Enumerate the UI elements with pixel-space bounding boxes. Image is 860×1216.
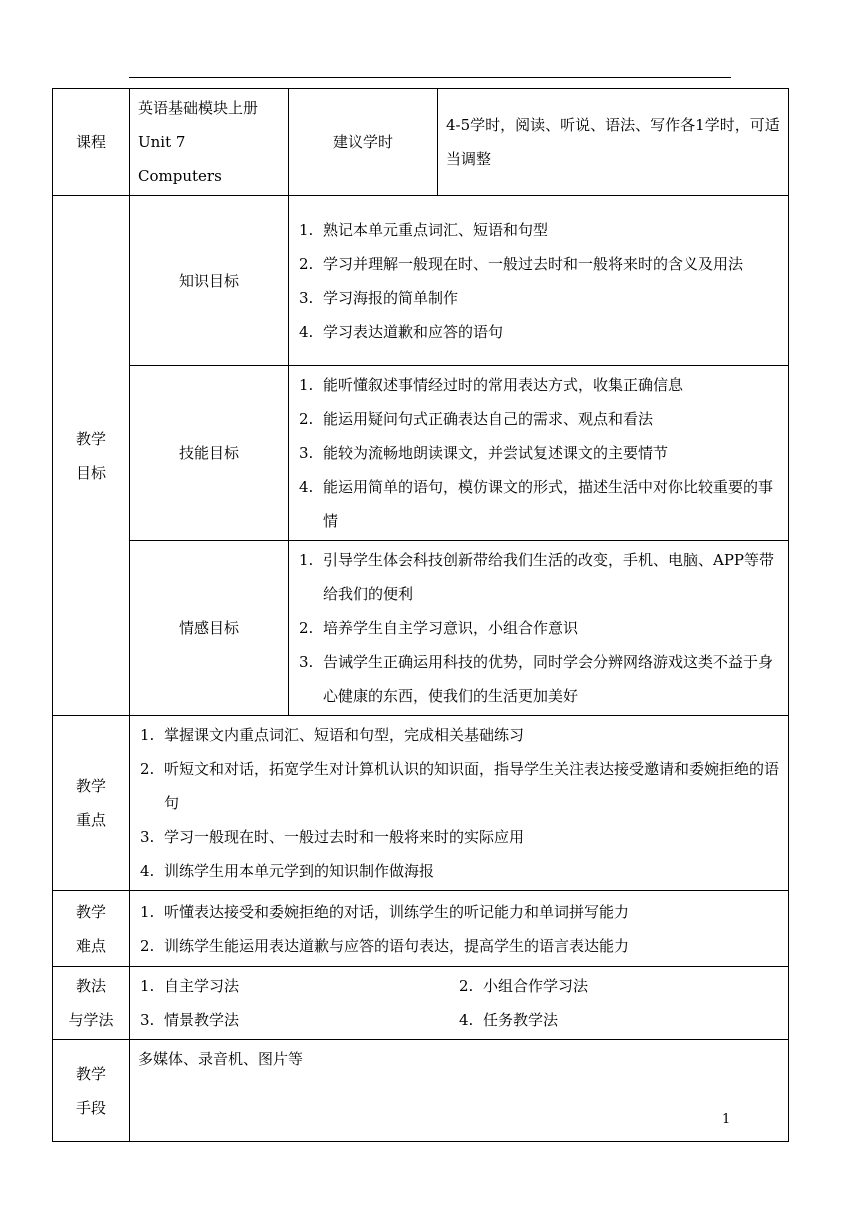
skills-label: 技能目标: [130, 366, 289, 541]
key-points-label: 教学 重点: [53, 716, 130, 891]
hours-value: 4-5学时，阅读、听说、语法、写作各1学时，可适当调整: [438, 89, 789, 196]
list-item: 2. 听短文和对话，拓宽学生对计算机认识的知识面，指导学生关注表达接受邀请和委婉拒绝的语句: [140, 760, 780, 812]
list-item: 2. 培养学生自主学习意识，小组合作意识: [299, 619, 579, 637]
list-item: 3. 能较为流畅地朗读课文，并尝试复述课文的主要情节: [299, 444, 669, 462]
list-item: 1. 掌握课文内重点词汇、短语和句型，完成相关基础练习: [140, 726, 525, 744]
course-name-line1: 英语基础模块上册: [138, 99, 259, 117]
emotion-row: [53, 541, 789, 716]
list-item: 1. 熟记本单元重点词汇、短语和句型: [299, 220, 549, 239]
objectives-label: 教学 目标: [53, 196, 130, 716]
list-item: 1. 引导学生体会科技创新带给我们生活的改变，手机、电脑、APP等带给我们的便利: [299, 551, 775, 603]
emotion-label: 情感目标: [130, 541, 289, 716]
knowledge-items: [289, 196, 789, 366]
key-points-row: [53, 716, 789, 891]
difficulties-label: 教学 难点: [53, 891, 130, 967]
emotion-items: [289, 541, 789, 716]
hours-label: 建议学时: [289, 89, 438, 196]
list-item: 3. 告诫学生正确运用科技的优势，同时学会分辨网络游戏这类不益于身心健康的东西，使我们的生活更加美好: [299, 653, 774, 705]
course-name-line2: Unit 7 Computers: [138, 133, 222, 185]
course-label: 课程: [53, 89, 130, 196]
list-item: 2. 能运用疑问句式正确表达自己的需求、观点和看法: [299, 410, 654, 428]
list-item: 4. 能运用简单的语句，模仿课文的形式，描述生活中对你比较重要的事情: [299, 478, 774, 530]
means-label: 教学 手段: [53, 1040, 130, 1142]
skills-row: [53, 366, 789, 541]
header-rule: [129, 77, 731, 78]
methods-items: [130, 967, 789, 1040]
list-item: 4. 训练学生用本单元学到的知识制作做海报: [140, 862, 435, 880]
list-item: 3. 情景教学法: [140, 1011, 240, 1029]
list-item: 2. 学习并理解一般现在时、一般过去时和一般将来时的含义及用法: [299, 254, 744, 273]
list-item: 4. 任务教学法: [459, 1011, 559, 1029]
key-points-items: [130, 716, 789, 891]
list-item: 4. 学习表达道歉和应答的语句: [299, 322, 504, 341]
list-item: 1. 自主学习法: [140, 977, 240, 995]
list-item: 2. 训练学生能运用表达道歉与应答的语句表达，提高学生的语言表达能力: [140, 936, 630, 955]
page-number: 1: [722, 1112, 731, 1127]
course-name: [130, 89, 289, 196]
difficulties-row: [53, 891, 789, 967]
list-item: 1. 能听懂叙述事情经过时的常用表达方式，收集正确信息: [299, 376, 684, 394]
knowledge-label: 知识目标: [130, 196, 289, 366]
skills-items: [289, 366, 789, 541]
means-row: [53, 1040, 789, 1142]
knowledge-row: [53, 196, 789, 366]
list-item: 1. 听懂表达接受和委婉拒绝的对话，训练学生的听记能力和单词拼写能力: [140, 902, 630, 921]
list-item: 3. 学习海报的简单制作: [299, 288, 459, 307]
means-value: 多媒体、录音机、图片等: [130, 1040, 789, 1142]
difficulties-items: [130, 891, 789, 967]
list-item: 3. 学习一般现在时、一般过去时和一般将来时的实际应用: [140, 828, 525, 846]
course-row: [53, 89, 789, 196]
methods-label: 教法 与学法: [53, 967, 130, 1040]
methods-row: [53, 967, 789, 1040]
list-item: 2. 小组合作学习法: [459, 977, 589, 995]
lesson-plan-table: [52, 88, 789, 1142]
